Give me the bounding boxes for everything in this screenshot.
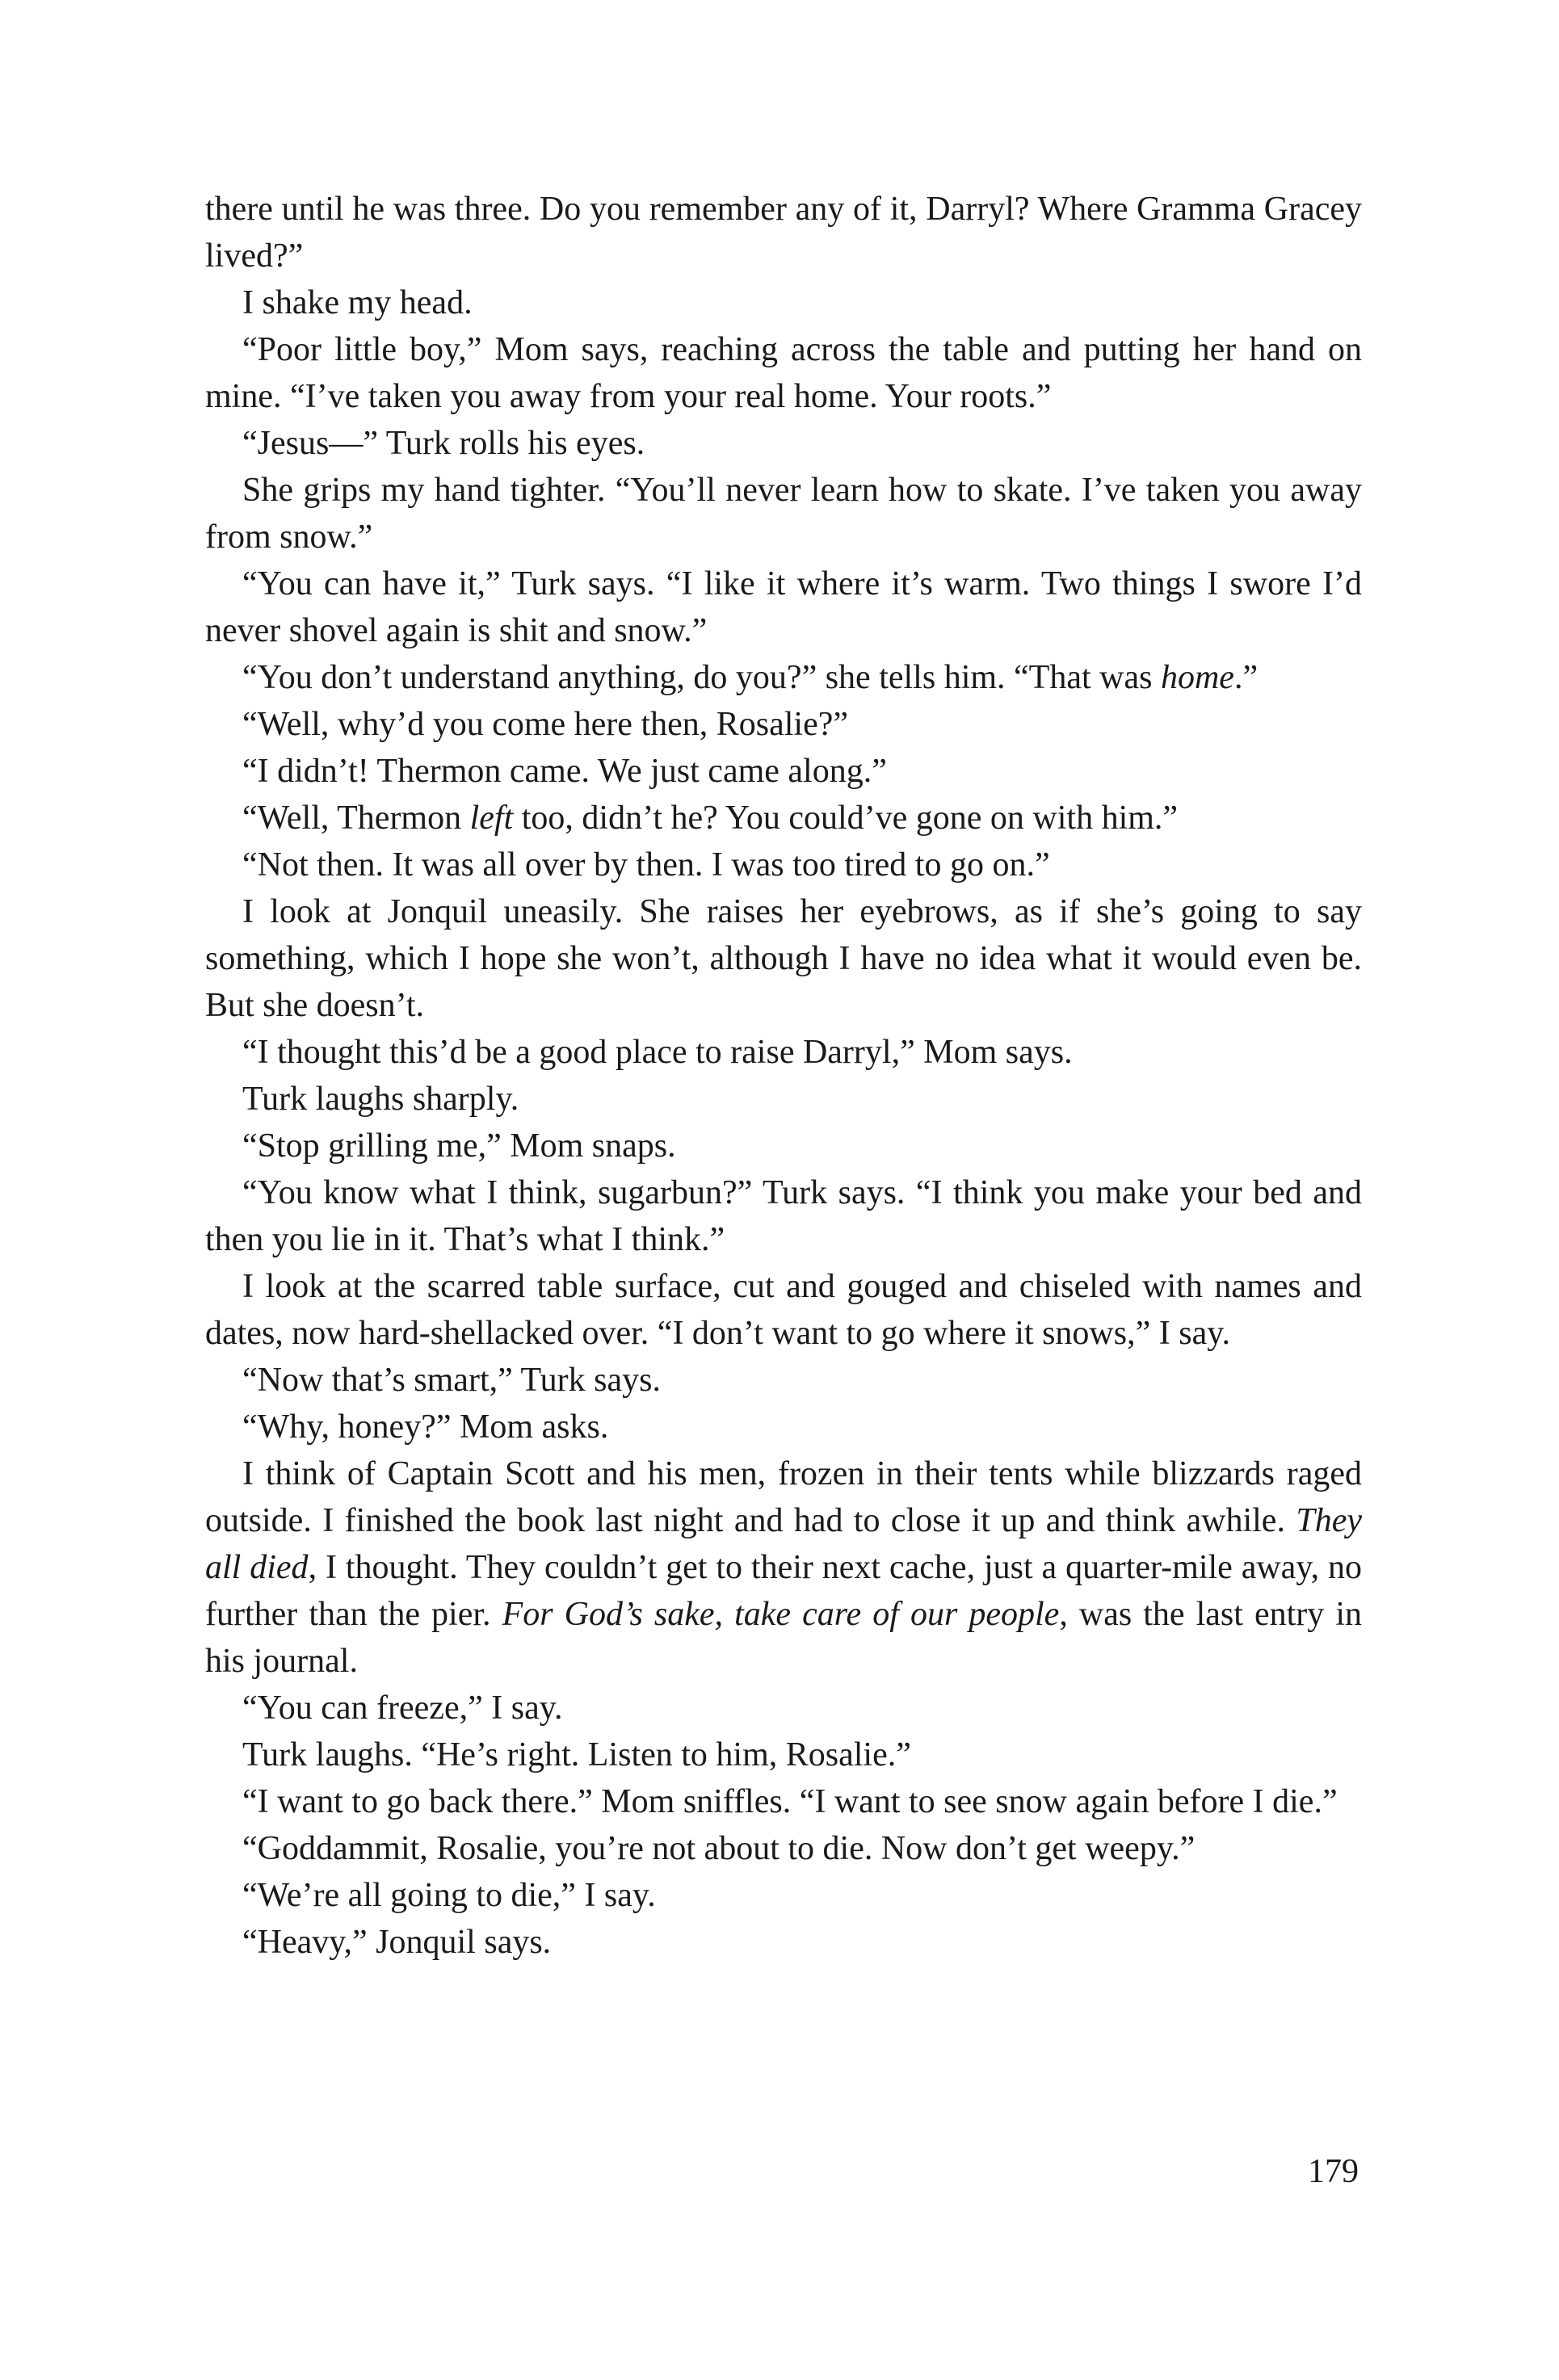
page-number: 179 bbox=[1308, 2153, 1359, 2190]
paragraph: “Well, Thermon left too, didn’t he? You could’ve gone on with him.” bbox=[242, 800, 1179, 837]
paragraph: “Well, why’d you come here then, Rosalie?” bbox=[242, 706, 849, 743]
paragraph: Turk laughs sharply. bbox=[242, 1081, 519, 1118]
paragraph: I think of Captain Scott and his men, frozen in their tents while blizzards raged outside. I finished the book last night and had to close it up and think awhile. They all died, I thought. They couldn’t get to their next cache, just a quarter-mile away, no further than the pier. For God’s sake, take care of our people, was the last entry in his journal. bbox=[205, 1455, 1362, 1680]
paragraph: “I didn’t! Thermon came. We just came along.” bbox=[242, 753, 887, 790]
paragraph: “I thought this’d be a good place to raise Darryl,” Mom says. bbox=[242, 1034, 1073, 1071]
paragraph: “Why, honey?” Mom asks. bbox=[242, 1408, 609, 1446]
paragraph: “You don’t understand anything, do you?” she tells him. “That was home.” bbox=[242, 659, 1259, 696]
paragraph: “Jesus—” Turk rolls his eyes. bbox=[242, 425, 645, 462]
body-text bbox=[205, 186, 1362, 1966]
paragraph: “Heavy,” Jonquil says. bbox=[242, 1924, 552, 1961]
paragraph: “Poor little boy,” Mom says, reaching across the table and putting her hand on mine. “I’ve taken you away from your real home. Your roots.” bbox=[205, 331, 1362, 415]
paragraph: I look at Jonquil uneasily. She raises her eyebrows, as if she’s going to say something, which I hope she won’t, although I have no idea what it would even be. But she doesn’t. bbox=[205, 893, 1362, 1024]
paragraph: She grips my hand tighter. “You’ll never learn how to skate. I’ve taken you away from snow.” bbox=[205, 472, 1362, 556]
paragraph: I look at the scarred table surface, cut and gouged and chiseled with names and dates, now hard-shellacked over. “I don’t want to go where it snows,” I say. bbox=[205, 1268, 1362, 1352]
paragraph: “You know what I think, sugarbun?” Turk says. “I think you make your bed and then you lie in it. That’s what I think.” bbox=[205, 1174, 1362, 1258]
paragraph: “Stop grilling me,” Mom snaps. bbox=[242, 1127, 676, 1165]
paragraph: there until he was three. Do you remember any of it, Darryl? Where Gramma Gracey lived?” bbox=[205, 191, 1362, 275]
paragraph: “I want to go back there.” Mom sniffles. “I want to see snow again before I die.” bbox=[242, 1783, 1338, 1820]
paragraph: “You can freeze,” I say. bbox=[242, 1690, 563, 1727]
paragraph: Turk laughs. “He’s right. Listen to him, Rosalie.” bbox=[242, 1736, 911, 1773]
paragraph: “Not then. It was all over by then. I was too tired to go on.” bbox=[242, 846, 1050, 884]
paragraph: I shake my head. bbox=[242, 284, 473, 321]
paragraph: “You can have it,” Turk says. “I like it where it’s warm. Two things I swore I’d never shovel again is shit and snow.” bbox=[205, 565, 1362, 649]
paragraph: “Now that’s smart,” Turk says. bbox=[242, 1362, 661, 1399]
paragraph: “We’re all going to die,” I say. bbox=[242, 1877, 656, 1914]
paragraph: “Goddammit, Rosalie, you’re not about to die. Now don’t get weepy.” bbox=[242, 1830, 1196, 1867]
